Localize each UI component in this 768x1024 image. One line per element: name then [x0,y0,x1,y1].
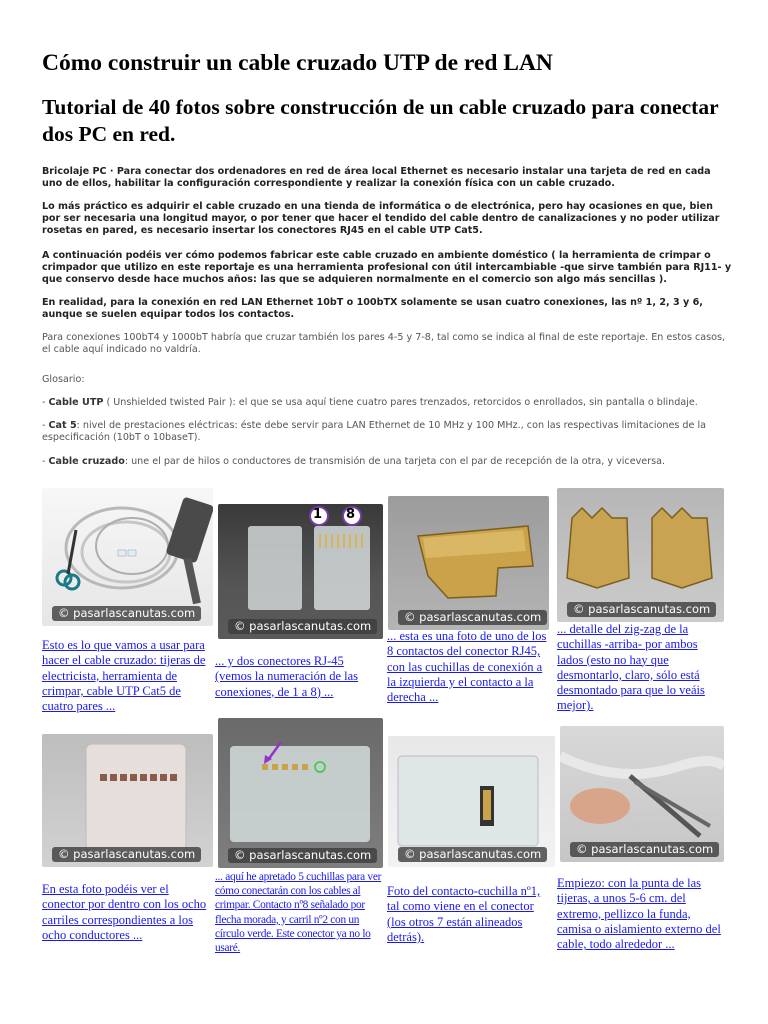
page-subtitle: Tutorial de 40 fotos sobre construcción de un cable cruzado para conectar dos PC en red. [42,95,719,146]
paragraph-2: Lo más práctico es adquirir el cable cruzado en una tienda de informática o de electrónica, pero hay ocasiones en que, bien por ser necesaria una longitud mayor, o por tener que hacer el tendido del cable dentro de canalizaciones y no poder utilizar rosetas en pared, es necesario insertar los conectores RJ45 en el cable UTP Cat5. [42,201,720,236]
glossary-item: - Cat 5: nivel de prestaciones eléctricas: éste debe servir para LAN Ethernet de 10 MHz y 100 MHz., con las respectivas limitaciones de la especificación (10bT o 10baseT). [42,420,707,443]
intro-paragraph: Bricolaje PC · Para conectar dos ordenadores en red de área local Ethernet es necesario instalar una tarjeta de red en cada uno de ellos, habilitar la configuración correspondiente y realizar la conexión física con un cable cruzado. [42,166,711,189]
watermark: © pasarlascanutas.com [570,842,719,857]
caption-link[interactable]: ... y dos conectores RJ-45 (vemos la numeración de las conexiones, de 1 a 8) ... [215,654,359,699]
caption-link[interactable]: ... aquí he apretado 5 cuchillas para ver cómo conectarán con los cables al crimpar. Contacto nº8 señalado por flecha morada, y carril nº2 con un círculo verde. Este conector ya no lo usaré. [215,871,382,955]
photo-scissors[interactable] [560,726,724,862]
photo-inside-connector[interactable] [42,734,213,867]
paragraph-3: A continuación podéis ver cómo podemos fabricar este cable cruzado en ambiente doméstico ( la herramienta de crimpar o crimpador que utilizo en este reportaje es una herramienta profesional con útil intercambiable -que sirve también para RJ11- y que conservo desde hace muchos años: las que se adquieren normalmente en el comercio son algo más sencillas ). [42,250,732,285]
photo-connectors[interactable] [218,504,383,639]
pressed-contacts-illustration [218,718,383,868]
photo-tools[interactable] [42,488,213,626]
paragraph-5: Para conexiones 100bT4 y 1000bT habría que cruzar también los pares 4-5 y 7-8, tal como se indica al final de este reportaje. En estos casos, el cable aquí indicado no valdría. [42,332,726,355]
watermark: © pasarlascanutas.com [228,848,377,863]
photo-pressed-contacts[interactable] [218,718,383,868]
page-title: Cómo construir un cable cruzado UTP de red LAN [42,50,553,76]
glossary-item: - Cable cruzado: une el par de hilos o conductores de transmisión de una tarjeta con el par de recepción de la otra, y viceversa. [42,456,666,467]
photo-contact[interactable] [388,496,549,630]
caption-link[interactable]: ... detalle del zig-zag de la cuchillas -arriba- por ambos lados (esto no hay que desmontarlo, claro, sólo está desmontado para que lo veáis mejor). [557,622,705,713]
watermark: © pasarlascanutas.com [398,847,547,862]
paragraph-4: En realidad, para la conexión en red LAN Ethernet 10bT o 100bTX solamente se usan cuatro conexiones, las nº 1, 2, 3 y 6, aunque se suelen equipar todos los contactos. [42,297,703,320]
glossary-heading: Glosario: [42,374,85,385]
caption-link[interactable]: Foto del contacto-cuchilla nº1, tal como viene en el conector (los otros 7 están alineados detrás). [387,884,541,944]
glossary-item: - Cable UTP ( Unshielded twisted Pair ): el que se usa aquí tiene cuatro pares trenzados, retorcidos o enrollados, sin pantalla o blindaje. [42,397,698,408]
glossary-term: Cable UTP [48,397,104,408]
glossary-definition: : une el par de hilos o conductores de transmisión de una tarjeta con el par de recepción de la otra, y viceversa. [124,456,666,467]
pin-label-8: 8 [346,507,356,522]
watermark: © pasarlascanutas.com [567,602,716,617]
glossary-term: Cable cruzado [48,456,125,467]
photo-contact-blade[interactable] [388,736,555,867]
glossary-definition: ( Unshielded twisted Pair ): el que se usa aquí tiene cuatro pares trenzados, retorcidos o enrollados, sin pantalla o blindaje. [106,397,698,408]
caption-link[interactable]: En esta foto podéis ver el conector por dentro con los ocho carriles correspondientes a los ocho conductores ... [42,882,207,942]
watermark: © pasarlascanutas.com [52,847,201,862]
watermark: © pasarlascanutas.com [52,606,201,621]
glossary-term: Cat 5 [48,420,77,431]
caption-link[interactable]: Empiezo: con la punta de las tijeras, a unos 5-6 cm. del extremo, pellizco la funda, camisa o aislamiento externo del cable, todo alrededor ... [557,876,721,952]
caption-link[interactable]: ... esta es una foto de uno de los 8 contactos del conector RJ45, con las cuchillas de conexión a la izquierda y el contacto a la derecha ... [387,629,547,705]
watermark: © pasarlascanutas.com [228,619,377,634]
photo-zigzag[interactable] [557,488,724,622]
caption-link[interactable]: Esto es lo que vamos a usar para hacer el cable cruzado: tijeras de electricista, herramienta de crimpar, cable UTP Cat5 de cuatro pares ... [42,638,206,714]
glossary-definition: : nivel de prestaciones eléctricas: éste debe servir para LAN Ethernet de 10 MHz y 100 MHz., con las respectivas limitaciones de la especificación (10bT o 10baseT). [42,420,707,443]
pin-label-1: 1 [313,507,323,522]
watermark: © pasarlascanutas.com [398,610,547,625]
